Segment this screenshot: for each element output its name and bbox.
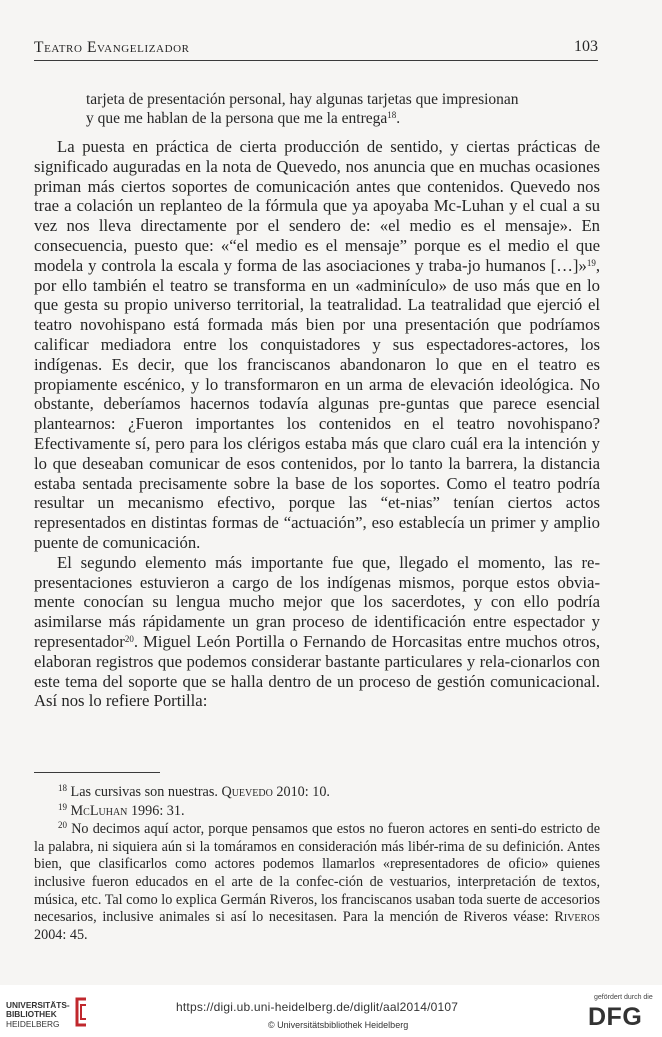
running-head-title: Teatro Evangelizador bbox=[34, 39, 190, 56]
library-name-line-2: BIBLIOTHEK bbox=[6, 1009, 57, 1020]
quote-line-2-end: . bbox=[396, 110, 401, 127]
footnote-20-text: No decimos aquí actor, porque pensamos que estos no fueron actores en senti-do estricto de la palabra, ni siquiera aún si la tomáramos en consideración más libér-rima de su definición. Antes bien, que clasificarlos como actores podemos llamarlos «representadores de oficio» quienes inclusive fueron educados en el arte de la confec-ción de vestuarios, interpretación de textos, música, etc. Tal como lo explica Germán Riveros, los franciscanos usaban toda suerte de accesorios necesarios, inclusive animales si así lo necesitasen. Para la mención de Riveros véase: bbox=[34, 821, 600, 926]
paragraph-1-part-2: , por ello también el teatro se transforma en un «adminículo» de uso más que en lo que gesta su propio universo territorial, la teatralidad. La teatralidad que ejerció el teatro novohispano está formada más bien por una presentación que podríamos calificar mediadora entre los conquistadores y sus espectadores-actores, los indígenas. Es decir, que los franciscanos abandonaron lo que en el teatro es propiamente escénico, y lo transformaron en un arma de elevación ideológica. No obstante, deberíamos hacernos todavía algunas pre-guntas que parece esencial plantearnos: ¿Fueron importantes los contenidos en el teatro novohispano? Efectivamente sí, pero para los clérigos estaba más que claro cuál era la intención y lo que deseaban comunicar de esos contenidos, por lo tanto la barrera, la distancia estaba sentada precisamente sobre la base de los soportes. Como el teatro podría resultar un mecanismo efectivo, porque las “et-nias” tenían ciertos actos representados en distintas formas de “actuación”, eso establecía un primer y amplio puente de comunicación. bbox=[34, 255, 600, 552]
footnote-18-number: 18 bbox=[58, 783, 67, 793]
footnote-19-number: 19 bbox=[58, 801, 67, 812]
quote-line-1: tarjeta de presentación personal, hay algunas tarjetas que impresionan bbox=[86, 91, 519, 108]
funder-label: gefördert durch die bbox=[594, 994, 653, 1001]
paragraph-2 bbox=[34, 553, 600, 711]
footnote-18 bbox=[34, 784, 600, 802]
footnote-divider bbox=[34, 772, 160, 773]
paragraph-2-part-1: El segundo elemento más importante fue que, llegado el momento, las re-presentaciones estuvieron a cargo de los indígenas mismos, porque estos obvia-mente conocían su lengua mucho mejor que los sacerdotes, y con ello podría asimilarse más rápidamente un gran proceso de identificación entre espectador y representador bbox=[34, 552, 600, 651]
footnote-20 bbox=[34, 821, 600, 944]
copyright-notice: © Universitätsbibliothek Heidelberg bbox=[268, 1020, 409, 1030]
footnotes bbox=[34, 784, 600, 945]
body-text bbox=[34, 137, 600, 711]
paragraph-2-part-2: . Miguel León Portilla o Fernando de Horcasitas entre muchos otros, elaboran registros que podemos considerar bastante particulares y rela-cionarlos con este tema del soporte que se halla dentro de un proceso de gestión comunicacional. Así nos lo refiere Portilla: bbox=[34, 631, 600, 711]
footnote-19 bbox=[34, 803, 600, 821]
dfg-logo[interactable]: DFG bbox=[588, 1003, 643, 1031]
footnote-ref-18[interactable]: 18 bbox=[387, 110, 397, 120]
running-head bbox=[34, 38, 598, 61]
quote-line-2: y que me hablan de la persona que me la entrega bbox=[86, 110, 388, 127]
footnote-ref-20[interactable]: 20 bbox=[124, 633, 134, 644]
footnote-18-cite: 2010: 10. bbox=[276, 784, 330, 800]
footnote-19-cite: 1996: 31. bbox=[130, 802, 185, 819]
permalink-url[interactable]: https://digi.ub.uni-heidelberg.de/diglit/aal2014/0107 bbox=[176, 1000, 459, 1014]
footnote-20-number: 20 bbox=[58, 820, 67, 831]
paragraph-1 bbox=[34, 137, 600, 553]
footnote-ref-19[interactable]: 19 bbox=[586, 257, 596, 268]
library-logo[interactable] bbox=[6, 1001, 70, 1029]
library-mark-icon bbox=[74, 997, 88, 1027]
footnote-20-author: Riveros bbox=[554, 909, 600, 926]
library-name-line-3: HEIDELBERG bbox=[6, 1018, 60, 1029]
library-name-line-1: UNIVERSITÄTS- bbox=[6, 1000, 70, 1010]
footnote-18-author: Quevedo bbox=[221, 784, 273, 800]
paragraph-1-part-1: La puesta en práctica de cierta producción de sentido, y ciertas prácticas de significado auguradas en la nota de Quevedo, nos anuncia que en muchas ocasiones priman más ciertos soportes de comunicación antes que contenidos. Quevedo nos trae a colación un replanteo de la fórmula que ya apoyaba Mc-Luhan y el cual a su vez nos lleva directamente por el sendero de: «el medio es el mensaje». En consecuencia, puesto que: «“el medio es el mensaje” porque es el medio el que modela y controla la escala y forma de las asociaciones y traba-jo humanos […]» bbox=[34, 137, 600, 275]
footnote-20-cite: 2004: 45. bbox=[34, 926, 88, 943]
footnote-18-text: Las cursivas son nuestras. bbox=[70, 784, 218, 800]
footnote-19-author: McLuhan bbox=[70, 802, 128, 819]
block-quote bbox=[86, 90, 556, 128]
page-number: 103 bbox=[574, 38, 598, 55]
